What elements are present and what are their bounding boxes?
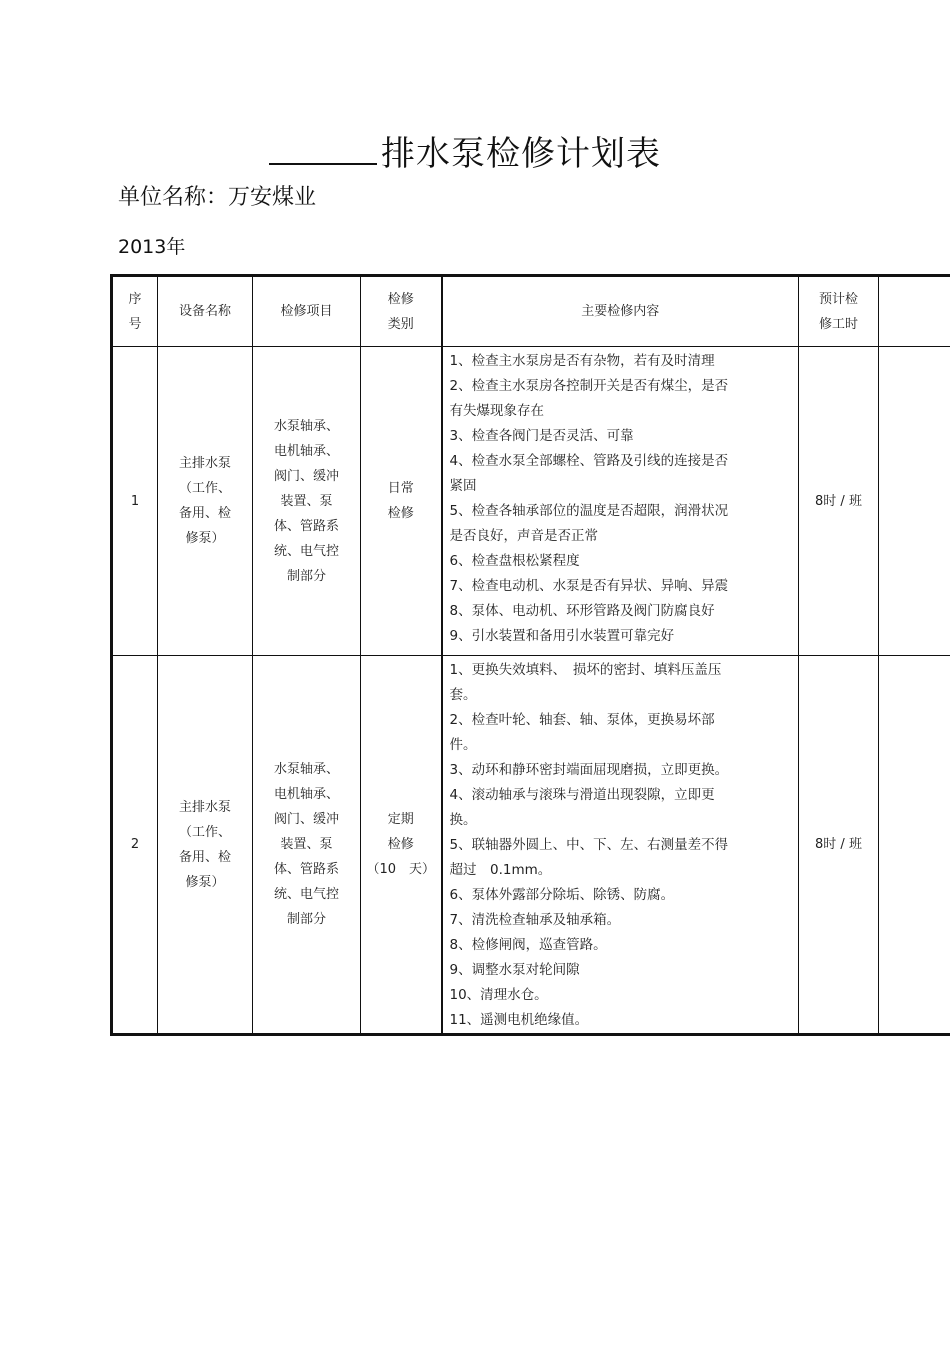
title-text: 排水泵检修计划表 [381,134,661,174]
row-equipment-name: 主排水泵 （工作、 备用、检 修泵） [158,347,253,656]
header-no: 序 号 [112,276,158,347]
header-main-content: 主要检修内容 [442,276,799,347]
header-equipment-name: 设备名称 [158,276,253,347]
row-maintenance-item: 水泵轴承、 电机轴承、 阀门、缓冲 装置、泵 体、管路系 统、电气控 制部分 [253,347,361,656]
row-estimated-hours: 8时 / 班 [799,656,879,1035]
row-equipment-name: 主排水泵 （工作、 备用、检 修泵） [158,656,253,1035]
page-title [0,126,930,175]
header-maintenance-type: 检修 类别 [361,276,442,347]
row-main-content: 1、检查主水泵房是否有杂物，若有及时清理 2、检查主水泵房各控制开关是否有煤尘，是否 有失爆现象存在 3、检查各阀门是否灵活、可靠 4、检查水泵全部螺栓、管路及引线的连接是否 紧固 5、检查各轴承部位的温度是否超限，润滑状况 是否良好，声音是否正常 6、检查盘根松紧程度 7、检查电动机、水泵是否有异状、异响、异震 8、泵体、电动机、环形管路及阀门防腐良好 9、引水装置和备用引水装置可靠完好 [442,347,799,656]
row-main-content: 1、更换失效填料、 损坏的密封、填料压盖压 套。 2、检查叶轮、轴套、轴、泵体，更换易坏部 件。 3、动环和静环密封端面屈现磨损，立即更换。 4、滚动轴承与滚珠与滑道出现裂隙，立即更 换。 5、联轴器外圆上、中、下、左、右测量差不得 超过 0.1mm。 6、泵体外露部分除垢、除锈、防腐。 7、清洗检查轴承及轴承箱。 8、检修闸阀，巡查管路。 9、调整水泵对轮间隙 10、清理水仓。 11、遥测电机绝缘值。 [442,656,799,1035]
header-extra [879,276,950,347]
row-no: 2 [112,656,158,1035]
table-row [112,347,950,656]
row-no: 1 [112,347,158,656]
row-maintenance-type: 定期 检修 （10 天） [361,656,442,1035]
maintenance-plan-table [110,274,950,1036]
title-blank-line [269,133,377,165]
row-maintenance-item: 水泵轴承、 电机轴承、 阀门、缓冲 装置、泵 体、管路系 统、电气控 制部分 [253,656,361,1035]
row-maintenance-type: 日常 检修 [361,347,442,656]
year-label: 2013年 [118,236,186,258]
row-extra [879,347,950,656]
header-estimated-hours: 预计检 修工时 [799,276,879,347]
unit-name: 单位名称：万安煤业 [118,185,317,210]
table-header-row [112,276,950,347]
row-extra [879,656,950,1035]
table-row [112,656,950,1035]
header-maintenance-item: 检修项目 [253,276,361,347]
row-estimated-hours: 8时 / 班 [799,347,879,656]
